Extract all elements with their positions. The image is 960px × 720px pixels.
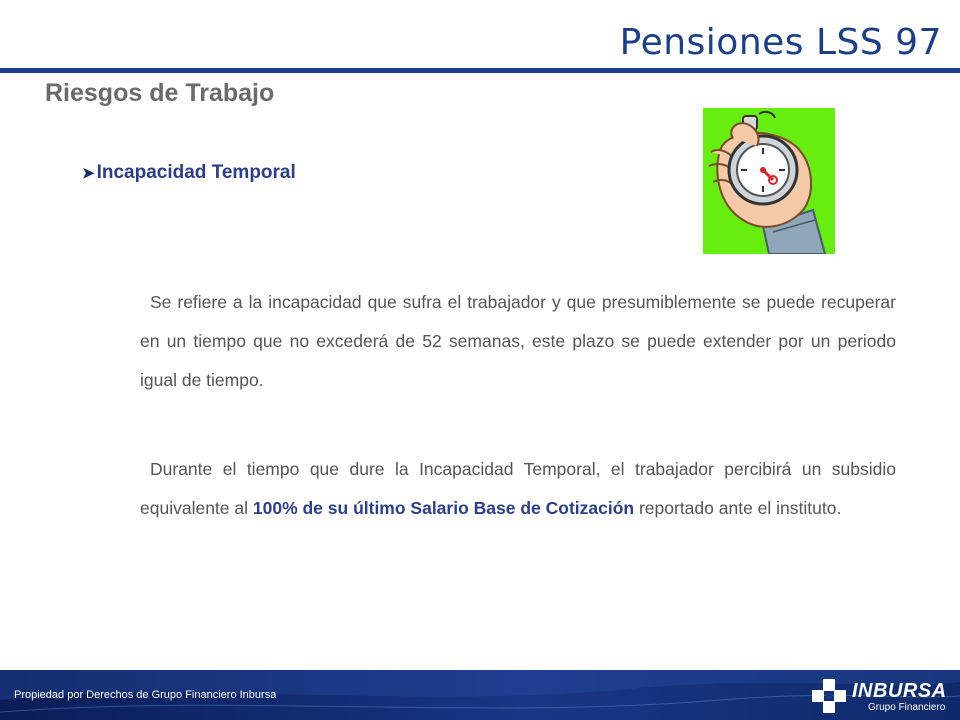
sub-heading: [82, 162, 296, 184]
paragraph-subsidy-text-end: reportado ante el instituto.: [634, 498, 842, 518]
paragraph-subsidy: [140, 450, 896, 528]
copyright-notice: Propiedad por Derechos de Grupo Financiero Inbursa: [14, 689, 277, 701]
section-heading: Riesgos de Trabajo: [45, 79, 275, 107]
inbursa-mark-icon: [810, 677, 848, 715]
subsidy-highlight: 100% de su último Salario Base de Cotización: [252, 498, 635, 518]
paragraph-subsidy-text-start: Durante el tiempo que dure la Incapacidad Temporal, el trabajador percibirá un subsidio equivalente al: [140, 459, 896, 518]
paragraph-definition: Se refiere a la incapacidad que sufra el trabajador y que presumiblemente se puede recuperar en un tiempo que no excederá de 52 semanas, este plazo se puede extender por un periodo igual de tiempo.: [140, 292, 896, 390]
logo-subtitle: Grupo Financiero: [868, 702, 946, 713]
stopwatch-in-hand-icon: [703, 108, 835, 254]
title-divider: [0, 68, 960, 73]
logo-brand: INBURSA: [852, 680, 947, 702]
bullet-arrow-icon: ➤: [82, 165, 95, 182]
inbursa-logo: [810, 675, 950, 717]
slide-title: Pensiones LSS 97: [619, 22, 942, 63]
sub-heading-label: Incapacidad Temporal: [96, 162, 296, 183]
